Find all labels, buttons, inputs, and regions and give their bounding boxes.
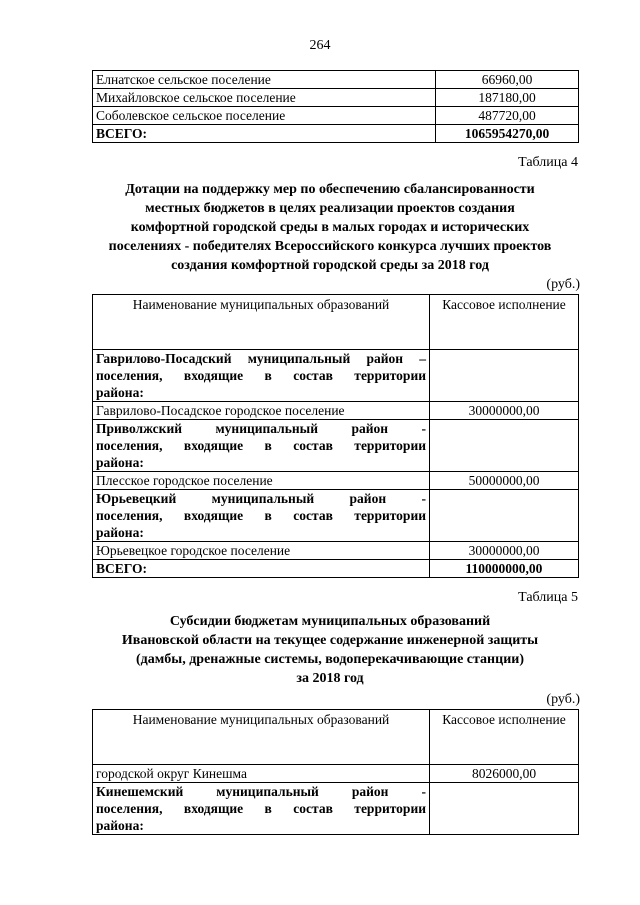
header-name: Наименование муниципальных образований: [93, 295, 430, 350]
amount-value: 487720,00: [436, 107, 579, 125]
table-row: [93, 350, 579, 402]
table-row: [93, 420, 579, 472]
table-row: [93, 490, 579, 542]
group-heading: [93, 420, 430, 472]
amount-value: 8026000,00: [430, 765, 579, 783]
group-line: района:: [96, 455, 144, 470]
title-line: за 2018 год: [296, 671, 364, 686]
total-row: [93, 560, 579, 578]
total-row: [93, 125, 579, 143]
group-heading: [93, 350, 430, 402]
total-label: ВСЕГО:: [93, 125, 436, 143]
title-line: Дотации на поддержку мер по обеспечению сбалансированности: [125, 182, 535, 197]
title-line: поселениях - победителях Всероссийского конкурса лучших проектов: [108, 239, 552, 254]
total-value: 110000000,00: [430, 560, 579, 578]
total-value: 1065954270,00: [436, 125, 579, 143]
title-line: Ивановской области на текущее содержание инженерной защиты: [121, 633, 539, 648]
amount-value: 50000000,00: [430, 472, 579, 490]
group-heading: [93, 490, 430, 542]
group-line: района:: [96, 818, 144, 833]
table5: [92, 709, 579, 835]
page-number: 264: [309, 38, 331, 53]
amount-value: 66960,00: [436, 71, 579, 89]
municipality-name: Гаврилово-Посадское городское поселение: [93, 402, 430, 420]
table-row: [93, 89, 579, 107]
table-row: [93, 472, 579, 490]
table-header: [93, 295, 579, 350]
municipality-name: Соболевское сельское поселение: [93, 107, 436, 125]
group-line: района:: [96, 385, 144, 400]
top-table: [92, 70, 579, 143]
municipality-name: Елнатское сельское поселение: [93, 71, 436, 89]
group-line: поселения, входящие в состав территории: [96, 508, 426, 523]
group-line: поселения, входящие в состав территории: [96, 801, 426, 816]
title-line: местных бюджетов в целях реализации проектов создания: [145, 201, 515, 216]
table-row: [93, 402, 579, 420]
group-line: Гаврилово-Посадский муниципальный район –: [96, 351, 426, 366]
table5-unit: (руб.): [546, 692, 580, 707]
header-value: Кассовое исполнение: [430, 295, 579, 350]
title-line: (дамбы, дренажные системы, водоперекачивающие станции): [135, 652, 524, 667]
table4-title: [70, 180, 590, 275]
group-line: поселения, входящие в состав территории: [96, 368, 426, 383]
municipality-name: городской округ Кинешма: [93, 765, 430, 783]
table-row: [93, 765, 579, 783]
table-row: [93, 71, 579, 89]
group-heading: [93, 783, 430, 835]
empty-cell: [430, 490, 579, 542]
group-line: Приволжский муниципальный район -: [96, 421, 426, 436]
table5-caption: Таблица 5: [518, 590, 578, 605]
table-row: [93, 783, 579, 835]
table-row: [93, 542, 579, 560]
empty-cell: [430, 783, 579, 835]
amount-value: 187180,00: [436, 89, 579, 107]
empty-cell: [430, 420, 579, 472]
group-line: Юрьевецкий муниципальный район -: [96, 491, 426, 506]
title-line: создания комфортной городской среды за 2018 год: [171, 258, 489, 273]
group-line: района:: [96, 525, 144, 540]
group-line: поселения, входящие в состав территории: [96, 438, 426, 453]
total-label: ВСЕГО:: [93, 560, 430, 578]
title-line: комфортной городской среды в малых городах и исторических: [130, 220, 530, 235]
empty-cell: [430, 350, 579, 402]
table5-title: [70, 612, 590, 688]
municipality-name: Плесское городское поселение: [93, 472, 430, 490]
table4: [92, 294, 579, 578]
header-name: Наименование муниципальных образований: [93, 710, 430, 765]
amount-value: 30000000,00: [430, 402, 579, 420]
group-line: Кинешемский муниципальный район -: [96, 784, 426, 799]
municipality-name: Юрьевецкое городское поселение: [93, 542, 430, 560]
header-value: Кассовое исполнение: [430, 710, 579, 765]
table-header: [93, 710, 579, 765]
municipality-name: Михайловское сельское поселение: [93, 89, 436, 107]
amount-value: 30000000,00: [430, 542, 579, 560]
title-line: Субсидии бюджетам муниципальных образований: [169, 614, 491, 629]
table-row: [93, 107, 579, 125]
table4-caption: Таблица 4: [518, 155, 578, 170]
table4-unit: (руб.): [546, 277, 580, 292]
